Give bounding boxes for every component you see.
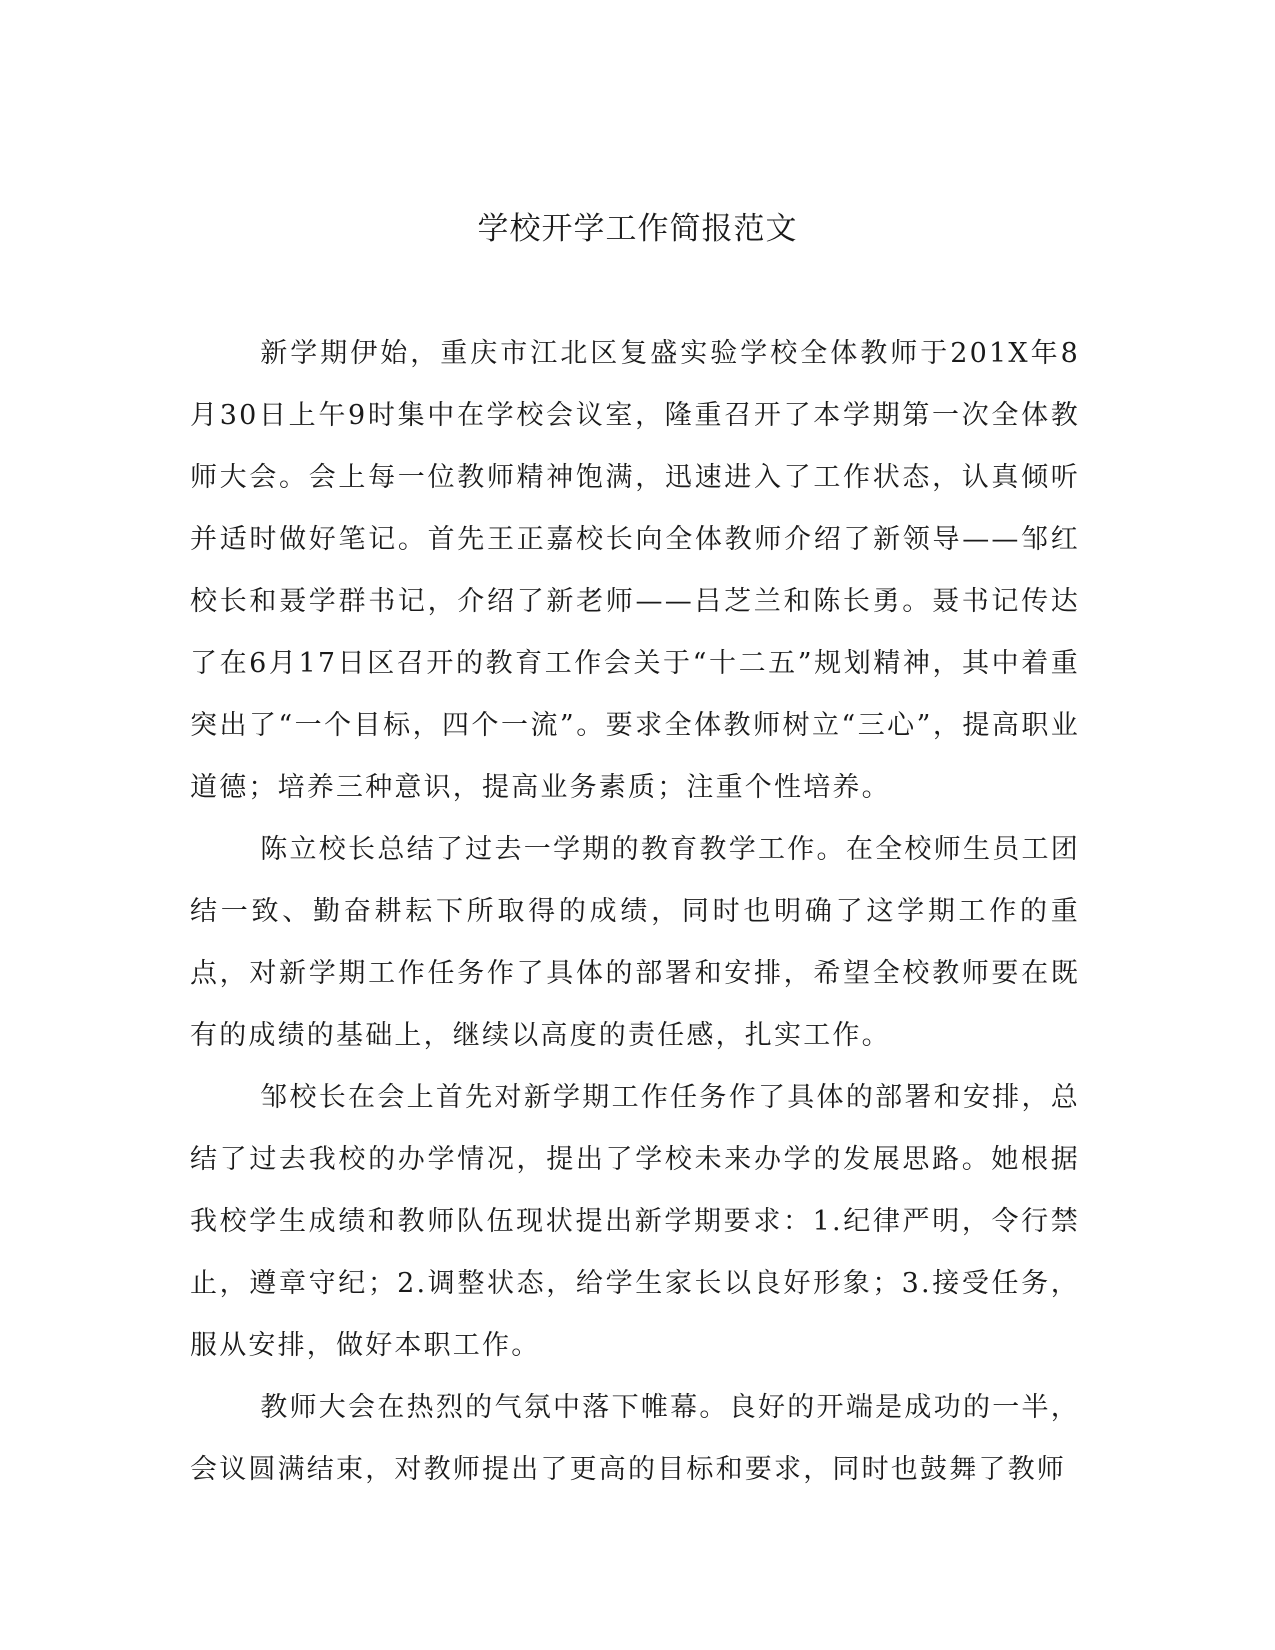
document-title: 学校开学工作简报范文 — [477, 211, 798, 247]
paragraph-1: 新学期伊始，重庆市江北区复盛实验学校全体教师于201X年8月30日上午9时集中在学校会议室，隆重召开了本学期第一次全体教师大会。会上每一位教师精神饱满，迅速进入了工作状态，认真倾听并适时做好笔记。首先王正嘉校长向全体教师介绍了新领导——邹红校长和聂学群书记，介绍了新老师——吕芝兰和陈长勇。聂书记传达了在6月17日区召开的教育工作会关于“十二五”规划精神，其中着重突出了“一个目标，四个一流”。要求全体教师树立“三心”，提高职业道德；培养三种意识，提高业务素质；注重个性培养。 — [190, 338, 1080, 803]
paragraph-3: 邹校长在会上首先对新学期工作任务作了具体的部署和安排，总结了过去我校的办学情况，提出了学校未来办学的发展思路。她根据我校学生成绩和教师队伍现状提出新学期要求：1.纪律严明，令行禁止，遵章守纪；2.调整状态，给学生家长以良好形象；3.接受任务，服从安排，做好本职工作。 — [190, 1082, 1080, 1361]
document-body — [190, 323, 1080, 1501]
paragraph-4: 教师大会在热烈的气氛中落下帷幕。良好的开端是成功的一半，会议圆满结束，对教师提出了更高的目标和要求，同时也鼓舞了教师 — [190, 1392, 1080, 1485]
paragraph-2: 陈立校长总结了过去一学期的教育教学工作。在全校师生员工团结一致、勤奋耕耘下所取得的成绩，同时也明确了这学期工作的重点，对新学期工作任务作了具体的部署和安排，希望全校教师要在既有的成绩的基础上，继续以高度的责任感，扎实工作。 — [190, 834, 1080, 1051]
